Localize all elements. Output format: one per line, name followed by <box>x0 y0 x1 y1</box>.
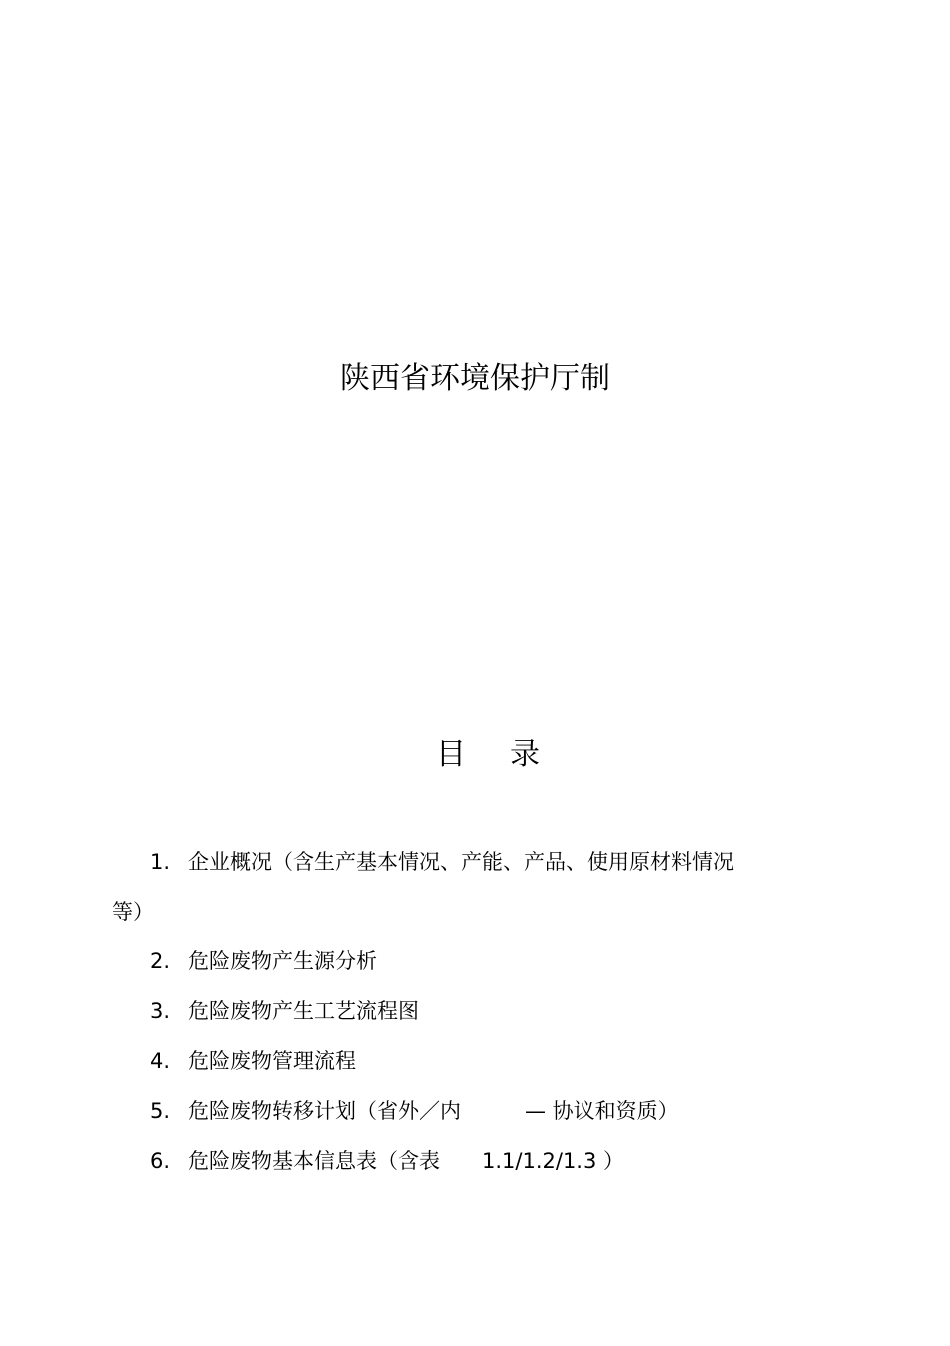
toc-item-tail: 1.1/1.2/1.3 ） <box>482 1149 625 1173</box>
toc-item-number: 3. <box>150 999 171 1023</box>
toc-item-1-continuation: 等） <box>112 900 154 924</box>
toc-item-number: 1. <box>150 850 171 874</box>
toc-item-text: 危险废物管理流程 <box>188 1049 356 1073</box>
toc-item-text: 危险废物基本信息表（含表 <box>188 1149 440 1173</box>
toc-item-number: 2. <box>150 949 171 973</box>
issuer-line: 陕西省环境保护厅制 <box>340 361 610 396</box>
toc-item-2 <box>150 947 377 975</box>
toc-heading-right: 录 <box>510 737 540 772</box>
toc-item-5 <box>150 1097 679 1125</box>
toc-item-3 <box>150 997 419 1025</box>
toc-heading-left: 目 <box>436 737 466 772</box>
toc-item-1 <box>150 848 734 876</box>
toc-item-number: 4. <box>150 1049 171 1073</box>
toc-item-text: 危险废物转移计划（省外／内 <box>188 1099 461 1123</box>
toc-item-6 <box>150 1147 624 1175</box>
toc-item-number: 5. <box>150 1099 171 1123</box>
toc-item-number: 6. <box>150 1149 171 1173</box>
toc-item-text: 危险废物产生工艺流程图 <box>188 999 419 1023</box>
toc-item-tail: — 协议和资质） <box>525 1099 679 1123</box>
toc-heading <box>436 734 540 776</box>
toc-item-4 <box>150 1047 356 1075</box>
toc-item-text: 危险废物产生源分析 <box>188 949 377 973</box>
toc-item-text: 企业概况（含生产基本情况、产能、产品、使用原材料情况 <box>188 850 734 874</box>
